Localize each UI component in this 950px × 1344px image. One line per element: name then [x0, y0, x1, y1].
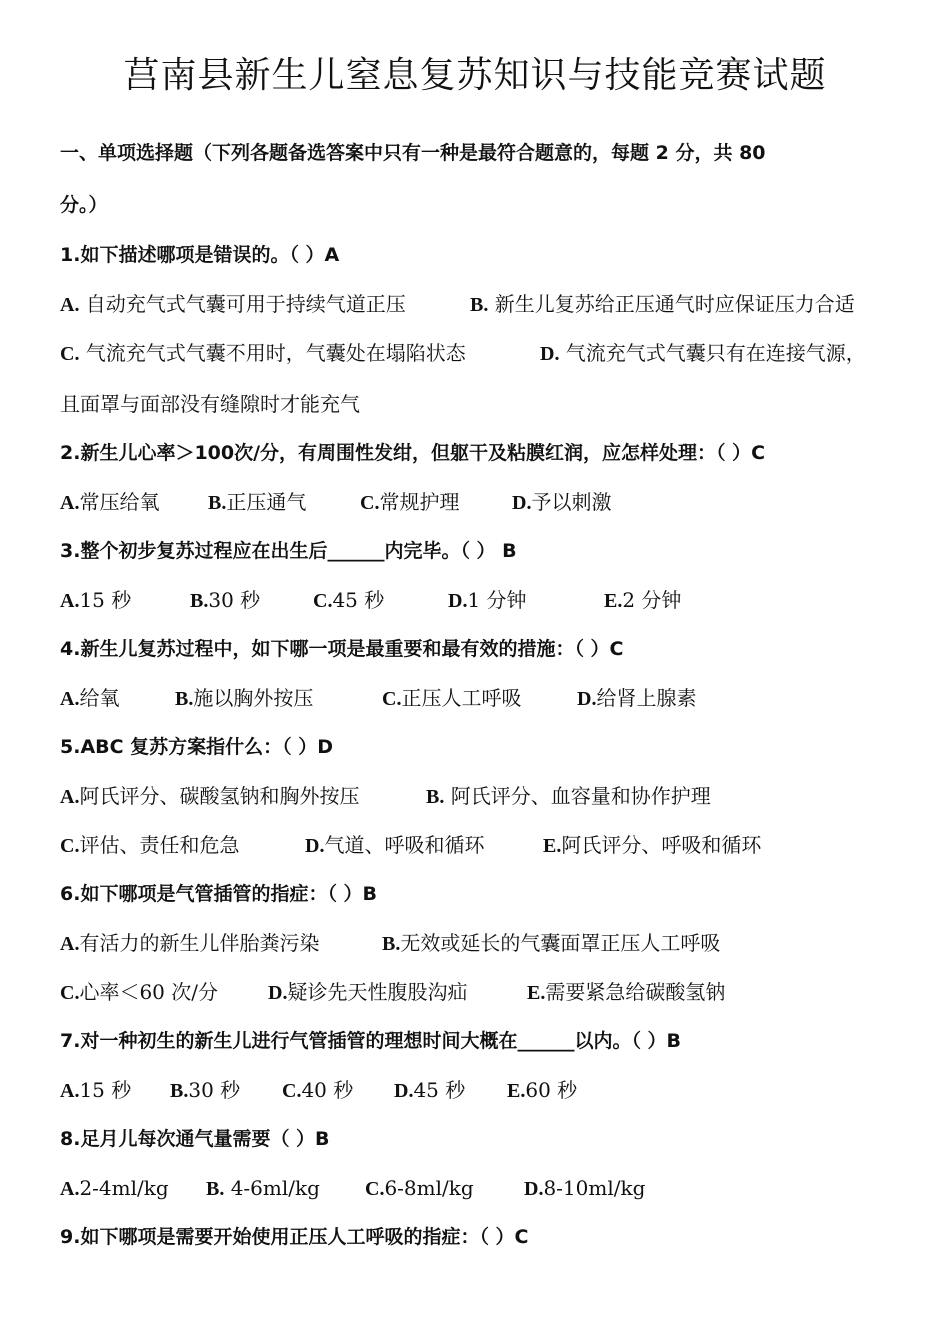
option-text: 30 秒	[208, 588, 261, 612]
option-key: D.	[512, 492, 532, 514]
question-stem: 8.足月儿每次通气量需要（ ）B	[60, 1128, 330, 1150]
option-text: 45 秒	[332, 588, 385, 612]
option-item	[604, 585, 681, 616]
question-stem: 9.如下哪项是需要开始使用正压人工呼吸的指症：（ ）C	[60, 1226, 529, 1248]
option-text: 30 秒	[188, 1078, 241, 1102]
option-item	[577, 683, 696, 714]
option-item	[60, 1075, 131, 1106]
option-text: 常规护理	[379, 490, 460, 514]
section-heading-line-1: 一、单项选择题（下列各题备选答案中只有一种是最符合题意的，每题 2 分，共 80	[60, 142, 766, 164]
option-text: 心率＜60 次/分	[79, 980, 218, 1004]
option-text: 常压给氧	[79, 490, 160, 514]
option-key: A.	[60, 294, 80, 316]
option-item	[470, 289, 855, 320]
option-key: A.	[60, 1178, 80, 1200]
option-key: E.	[604, 590, 623, 612]
option-item	[507, 1075, 577, 1106]
option-item	[382, 928, 720, 959]
option-text: 新生儿复苏给正压通气时应保证压力合适	[488, 292, 855, 316]
option-text: 阿氏评分、呼吸和循环	[561, 833, 762, 857]
option-continuation: 且面罩与面部没有缝隙时才能充气	[60, 392, 360, 416]
option-text: 予以刺激	[531, 490, 612, 514]
option-item	[426, 781, 711, 812]
option-item	[208, 487, 306, 518]
option-text: 需要紧急给碳酸氢钠	[545, 980, 726, 1004]
option-item	[60, 585, 131, 616]
option-item	[170, 1075, 240, 1106]
option-item	[60, 289, 406, 320]
option-key: B.	[208, 492, 227, 514]
option-key: A.	[60, 1080, 80, 1102]
option-key: B.	[206, 1178, 225, 1200]
option-text: 阿氏评分、血容量和协作护理	[444, 784, 711, 808]
option-item	[175, 683, 313, 714]
option-text: 自动充气式气囊可用于持续气道正压	[79, 292, 406, 316]
option-key: C.	[313, 590, 333, 612]
option-text: 疑诊先天性腹股沟疝	[287, 980, 468, 1004]
option-key: E.	[507, 1080, 526, 1102]
option-text: 给肾上腺素	[596, 686, 697, 710]
option-item	[543, 830, 761, 861]
option-text: 气流充气式气囊只有在连接气源，	[559, 341, 866, 365]
option-text: 施以胸外按压	[193, 686, 314, 710]
option-item	[268, 977, 467, 1008]
section-heading-line-2: 分。）	[60, 194, 108, 216]
question-stem: 5.ABC 复苏方案指什么：（ ）D	[60, 736, 334, 758]
option-item	[60, 487, 159, 518]
option-item	[448, 585, 527, 616]
option-item	[540, 338, 866, 369]
option-key: B.	[190, 590, 209, 612]
option-text: 6-8ml/kg	[384, 1176, 474, 1200]
option-text: 有活力的新生儿伴胎粪污染	[79, 931, 320, 955]
option-text: 正压通气	[226, 490, 307, 514]
option-key: E.	[527, 982, 546, 1004]
option-text: 无效或延长的气囊面罩正压人工呼吸	[400, 931, 721, 955]
option-text: 阿氏评分、碳酸氢钠和胸外按压	[79, 784, 360, 808]
question-stem: 6.如下哪项是气管插管的指症：（ ）B	[60, 883, 378, 905]
option-text: 2-4ml/kg	[79, 1176, 169, 1200]
option-text: 正压人工呼吸	[401, 686, 522, 710]
question-stem: 4.新生儿复苏过程中，如下哪一项是最重要和最有效的措施：（ ）C	[60, 638, 624, 660]
option-text: 2 分钟	[622, 588, 682, 612]
option-item	[60, 928, 319, 959]
option-text: 45 秒	[413, 1078, 466, 1102]
option-text: 4-6ml/kg	[224, 1176, 320, 1200]
option-item	[365, 1173, 474, 1204]
option-key: C.	[60, 835, 80, 857]
option-key: C.	[360, 492, 380, 514]
option-item	[524, 1173, 645, 1204]
option-item	[60, 781, 359, 812]
option-item	[206, 1173, 320, 1204]
option-item	[394, 1075, 465, 1106]
option-text: 8-10ml/kg	[543, 1176, 646, 1200]
option-item	[382, 683, 521, 714]
option-key: B.	[426, 786, 445, 808]
option-key: D.	[540, 343, 560, 365]
option-item	[60, 830, 239, 861]
option-item	[190, 585, 260, 616]
option-item	[305, 830, 484, 861]
question-stem: 7.对一种初生的新生儿进行气管插管的理想时间大概在______以内。（ ）B	[60, 1030, 682, 1052]
option-text: 40 秒	[301, 1078, 354, 1102]
option-key: A.	[60, 688, 80, 710]
option-text: 评估、责任和危急	[79, 833, 240, 857]
option-item	[60, 338, 466, 369]
option-key: D.	[394, 1080, 414, 1102]
option-item	[512, 487, 611, 518]
page-title: 莒南县新生儿窒息复苏知识与技能竞赛试题	[123, 55, 827, 96]
option-text: 15 秒	[79, 1078, 132, 1102]
option-text: 给氧	[79, 686, 120, 710]
option-key: C.	[60, 343, 80, 365]
option-key: C.	[282, 1080, 302, 1102]
option-item	[282, 1075, 353, 1106]
option-key: C.	[60, 982, 80, 1004]
question-stem: 3.整个初步复苏过程应在出生后______内完毕。（ ） B	[60, 540, 517, 562]
option-key: D.	[577, 688, 597, 710]
option-text: 60 秒	[525, 1078, 578, 1102]
option-key: A.	[60, 492, 80, 514]
option-key: B.	[382, 933, 401, 955]
option-key: D.	[524, 1178, 544, 1200]
option-item	[313, 585, 384, 616]
question-stem: 1.如下描述哪项是错误的。（ ）A	[60, 244, 340, 266]
option-key: C.	[382, 688, 402, 710]
option-key: A.	[60, 786, 80, 808]
option-key: C.	[365, 1178, 385, 1200]
option-text: 1 分钟	[467, 588, 527, 612]
option-key: B.	[170, 1080, 189, 1102]
option-key: D.	[448, 590, 468, 612]
option-key: A.	[60, 590, 80, 612]
question-stem: 2.新生儿心率＞100次/分，有周围性发绀，但躯干及粘膜红润，应怎样处理：（ ）C	[60, 442, 766, 464]
option-text: 气道、呼吸和循环	[324, 833, 485, 857]
option-key: D.	[268, 982, 288, 1004]
option-key: B.	[175, 688, 194, 710]
option-item	[60, 977, 218, 1008]
option-item	[60, 683, 119, 714]
option-key: A.	[60, 933, 80, 955]
option-text: 15 秒	[79, 588, 132, 612]
option-text: 气流充气式气囊不用时，气囊处在塌陷状态	[79, 341, 466, 365]
option-key: E.	[543, 835, 562, 857]
option-key: B.	[470, 294, 489, 316]
option-key: D.	[305, 835, 325, 857]
option-item	[360, 487, 459, 518]
option-item	[527, 977, 725, 1008]
option-item	[60, 1173, 169, 1204]
